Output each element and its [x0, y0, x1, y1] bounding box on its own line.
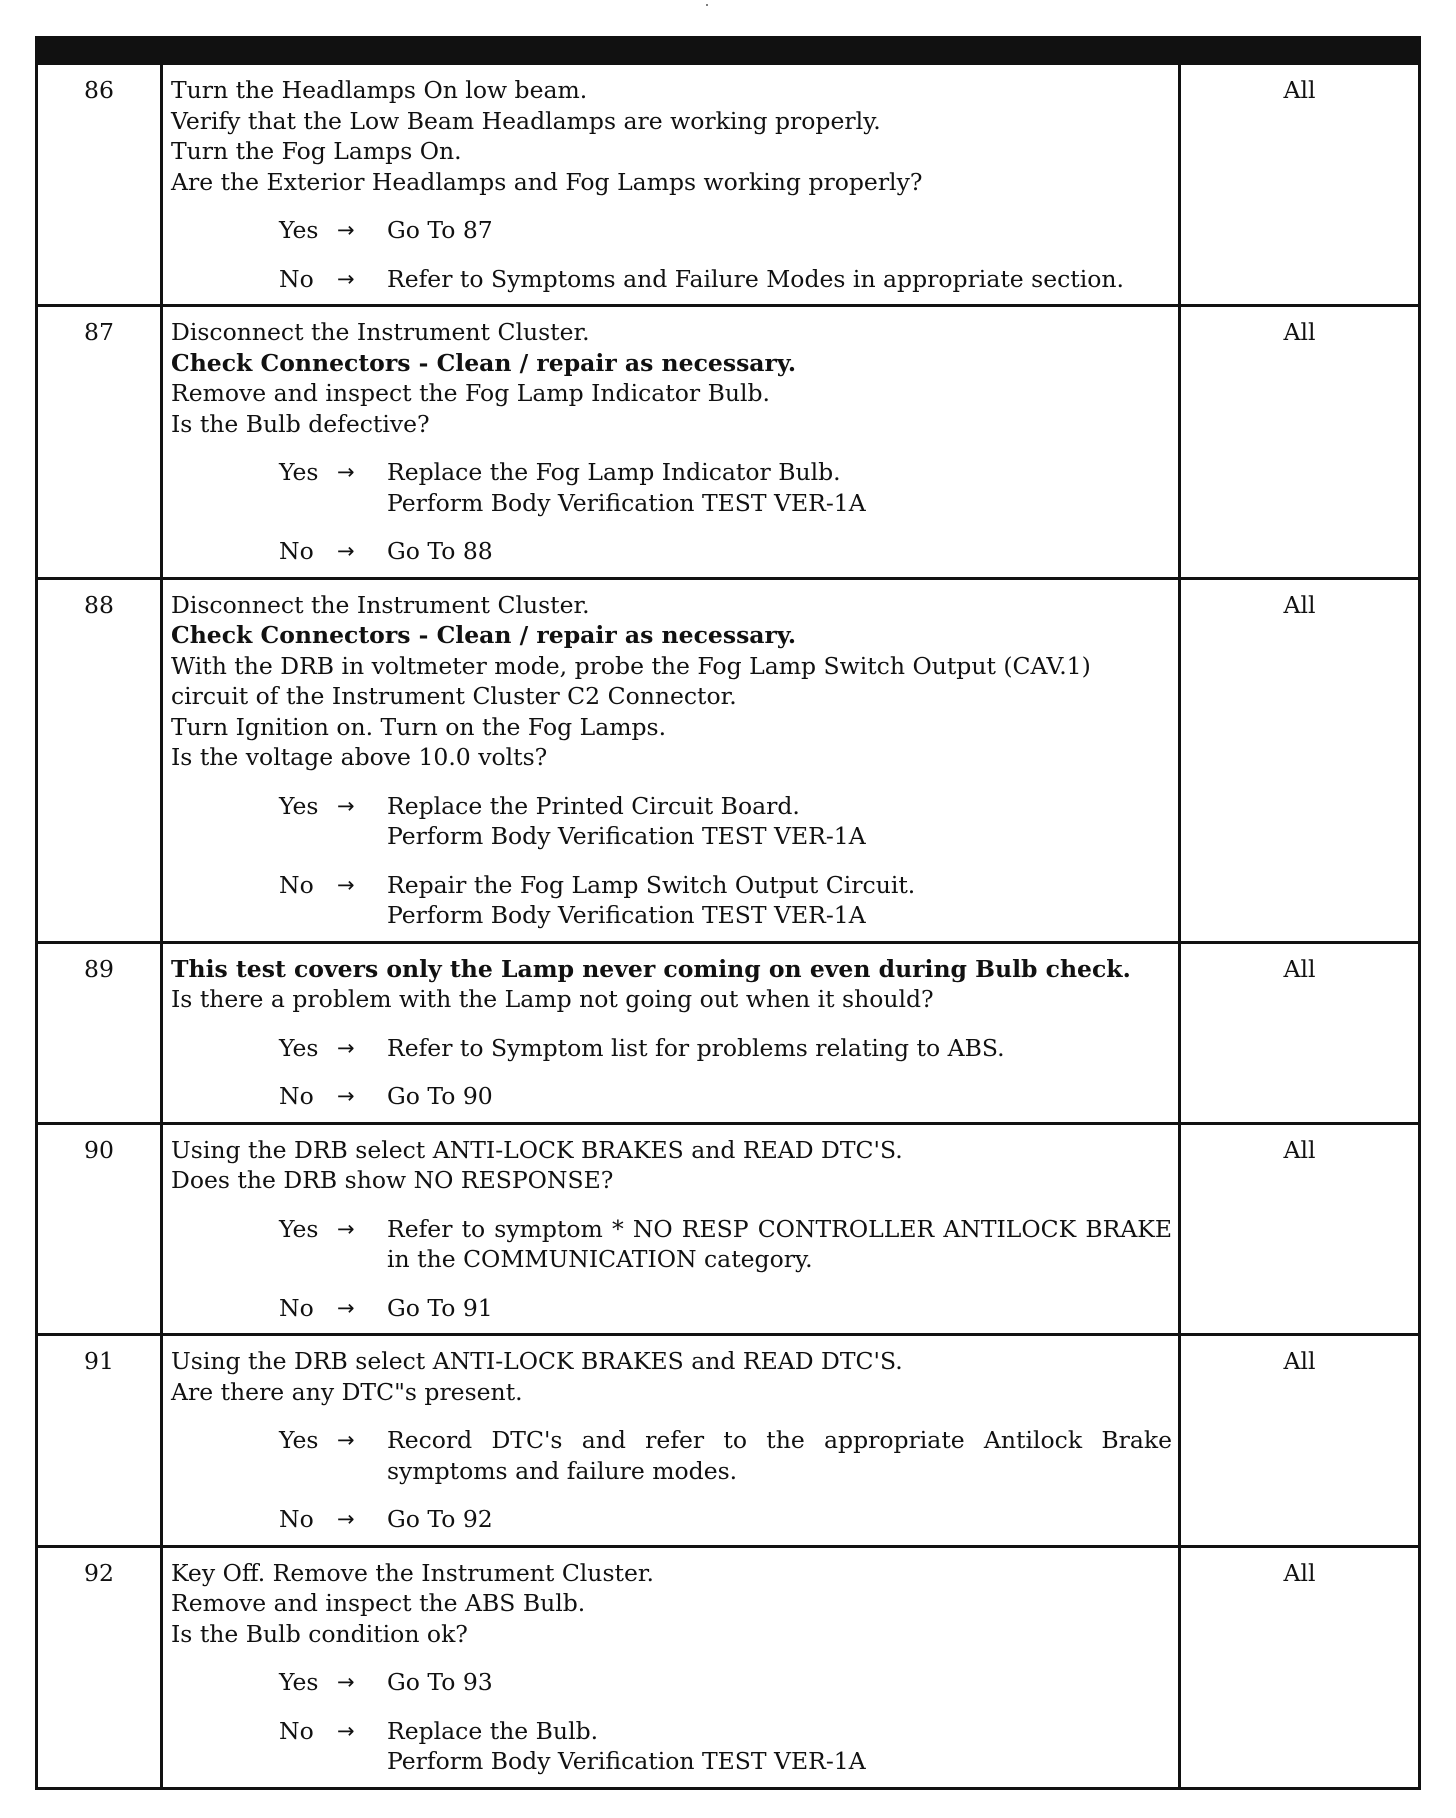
outcome-action-line: Go To 91 [387, 1293, 493, 1322]
outcome-action [387, 791, 1172, 852]
step-number: 89 [37, 942, 162, 1123]
applicability: All [1180, 1546, 1420, 1788]
outcome-action-line: Go To 92 [387, 1505, 493, 1533]
instruction-line: Remove and inspect the ABS Bulb. [171, 1589, 586, 1617]
outcome-action-line: Perform Body Verification TEST VER-1A [387, 1747, 866, 1775]
right-arrow-icon: → [337, 539, 355, 563]
right-arrow-icon: → [337, 793, 355, 818]
outcome-answer: No [279, 1082, 314, 1110]
right-arrow-icon: → [337, 872, 355, 897]
step-instructions [162, 306, 1180, 579]
applicability: All [1180, 578, 1420, 942]
outcome-answer: Yes [279, 1668, 319, 1696]
outcome-no [171, 870, 1172, 931]
outcome-yes [171, 791, 1172, 852]
outcome-action-line: Record DTC's and refer to the appropriate Antilock Brake symptoms and failure modes. [387, 1426, 1172, 1485]
step-row [37, 578, 1420, 942]
outcome-action [387, 215, 1172, 246]
outcome-no [171, 1716, 1172, 1777]
outcome-action-line: Repair the Fog Lamp Switch Output Circuit. [387, 870, 916, 899]
right-arrow-icon: → [337, 1507, 355, 1531]
outcome-action [387, 1716, 1172, 1777]
outcome-no [171, 1293, 1172, 1324]
applicability: All [1180, 64, 1420, 306]
outcome-action [387, 1667, 1172, 1698]
diagnostic-steps-table [35, 62, 1421, 1790]
scan-speck [706, 4, 708, 6]
instruction-line: Is the Bulb defective? [171, 409, 430, 438]
instruction-line: Are the Exterior Headlamps and Fog Lamps working properly? [171, 167, 923, 196]
outcome-yes [171, 1425, 1172, 1486]
instruction-line: Turn the Fog Lamps On. [171, 137, 462, 165]
right-arrow-icon: → [337, 1035, 355, 1060]
outcome-answer: No [279, 870, 314, 899]
right-arrow-icon: → [337, 1295, 355, 1320]
outcome-action-line: Refer to symptom * NO RESP CONTROLLER ANTILOCK BRAKE in the COMMUNICATION category. [387, 1214, 1172, 1273]
outcome-no [171, 1081, 1172, 1112]
outcome-action [387, 1504, 1172, 1535]
instruction-line: Turn the Headlamps On low beam. [171, 76, 588, 104]
outcome-yes [171, 1667, 1172, 1698]
outcome-action [387, 1425, 1172, 1486]
step-number: 87 [37, 306, 162, 579]
outcome-answer: Yes [279, 1033, 319, 1062]
outcome-action-line: Refer to Symptom list for problems relating to ABS. [387, 1033, 1005, 1062]
step-instructions [162, 578, 1180, 942]
outcome-no [171, 1504, 1172, 1535]
outcome-action [387, 870, 1172, 931]
instruction-line: Turn Ignition on. Turn on the Fog Lamps. [171, 712, 667, 741]
step-row [37, 1335, 1420, 1547]
outcome-action-line: Perform Body Verification TEST VER-1A [387, 822, 866, 850]
outcome-answer: No [279, 537, 314, 565]
outcome-answer: Yes [279, 216, 319, 244]
instruction-line: Does the DRB show NO RESPONSE? [171, 1166, 614, 1194]
step-row [37, 1123, 1420, 1335]
outcome-no [171, 264, 1172, 295]
outcome-action [387, 1214, 1172, 1275]
step-number: 90 [37, 1123, 162, 1335]
outcome-action-line: Go To 88 [387, 537, 493, 565]
outcome-action-line: Perform Body Verification TEST VER-1A [387, 901, 866, 929]
outcome-action [387, 1081, 1172, 1112]
right-arrow-icon: → [337, 266, 355, 291]
instruction-line: Using the DRB select ANTI-LOCK BRAKES and READ DTC'S. [171, 1135, 903, 1164]
steps-body [37, 64, 1420, 1789]
outcome-action-line: Go To 90 [387, 1082, 493, 1110]
right-arrow-icon: → [337, 1428, 355, 1452]
outcome-answer: Yes [279, 791, 319, 820]
right-arrow-icon: → [337, 218, 355, 242]
instruction-line: Is the Bulb condition ok? [171, 1619, 468, 1648]
outcome-action-line: Perform Body Verification TEST VER-1A [387, 488, 866, 517]
instruction-line: Disconnect the Instrument Cluster. [171, 318, 590, 346]
outcome-answer: No [279, 264, 314, 293]
instruction-line-bold: This test covers only the Lamp never coming on even during Bulb check. [171, 954, 1131, 983]
step-row [37, 942, 1420, 1123]
outcome-yes [171, 457, 1172, 518]
outcome-action-line: Replace the Bulb. [387, 1716, 599, 1745]
outcome-action-line: Go To 87 [387, 216, 493, 244]
step-instructions [162, 1123, 1180, 1335]
step-row [37, 306, 1420, 579]
right-arrow-icon: → [337, 1670, 355, 1694]
right-arrow-icon: → [337, 1084, 355, 1108]
instruction-line-bold: Check Connectors - Clean / repair as necessary. [171, 348, 797, 377]
instruction-line: Disconnect the Instrument Cluster. [171, 590, 590, 619]
outcome-yes [171, 1214, 1172, 1275]
right-arrow-icon: → [337, 1216, 355, 1241]
outcome-answer: No [279, 1293, 314, 1322]
instruction-line: Is there a problem with the Lamp not going out when it should? [171, 985, 934, 1013]
right-arrow-icon: → [337, 460, 355, 484]
outcome-action [387, 264, 1172, 295]
outcome-action [387, 457, 1172, 518]
outcome-yes [171, 1033, 1172, 1064]
outcome-answer: Yes [279, 458, 319, 486]
instruction-line: With the DRB in voltmeter mode, probe the Fog Lamp Switch Output (CAV.1) circuit of the Instrument Cluster C2 Connector. [171, 651, 1091, 710]
outcome-yes [171, 215, 1172, 246]
instruction-line: Remove and inspect the Fog Lamp Indicator Bulb. [171, 379, 771, 407]
outcome-action [387, 1293, 1172, 1324]
outcome-action [387, 536, 1172, 567]
instruction-line-bold: Check Connectors - Clean / repair as necessary. [171, 621, 797, 649]
outcome-answer: Yes [279, 1426, 319, 1454]
step-row [37, 64, 1420, 306]
applicability: All [1180, 306, 1420, 579]
step-instructions [162, 1335, 1180, 1547]
instruction-line: Key Off. Remove the Instrument Cluster. [171, 1558, 654, 1587]
applicability: All [1180, 1335, 1420, 1547]
outcome-action-line: Go To 93 [387, 1668, 493, 1696]
instruction-line: Verify that the Low Beam Headlamps are working properly. [171, 106, 881, 135]
instruction-line: Is the voltage above 10.0 volts? [171, 743, 548, 771]
outcome-answer: No [279, 1716, 314, 1745]
step-number: 88 [37, 578, 162, 942]
applicability: All [1180, 1123, 1420, 1335]
outcome-action-line: Replace the Printed Circuit Board. [387, 791, 800, 820]
applicability: All [1180, 942, 1420, 1123]
test-procedure-page [35, 36, 1421, 1790]
outcome-answer: No [279, 1505, 314, 1533]
table-header-bar [35, 36, 1421, 62]
outcome-action [387, 1033, 1172, 1064]
outcome-answer: Yes [279, 1214, 319, 1243]
outcome-action-line: Replace the Fog Lamp Indicator Bulb. [387, 458, 841, 486]
step-number: 86 [37, 64, 162, 306]
step-number: 91 [37, 1335, 162, 1547]
right-arrow-icon: → [337, 1718, 355, 1743]
step-number: 92 [37, 1546, 162, 1788]
instruction-line: Using the DRB select ANTI-LOCK BRAKES and READ DTC'S. [171, 1347, 903, 1375]
instruction-line: Are there any DTC"s present. [171, 1377, 523, 1406]
step-row [37, 1546, 1420, 1788]
outcome-action-line: Refer to Symptoms and Failure Modes in appropriate section. [387, 264, 1124, 293]
step-instructions [162, 942, 1180, 1123]
outcome-no [171, 536, 1172, 567]
step-instructions [162, 1546, 1180, 1788]
step-instructions [162, 64, 1180, 306]
